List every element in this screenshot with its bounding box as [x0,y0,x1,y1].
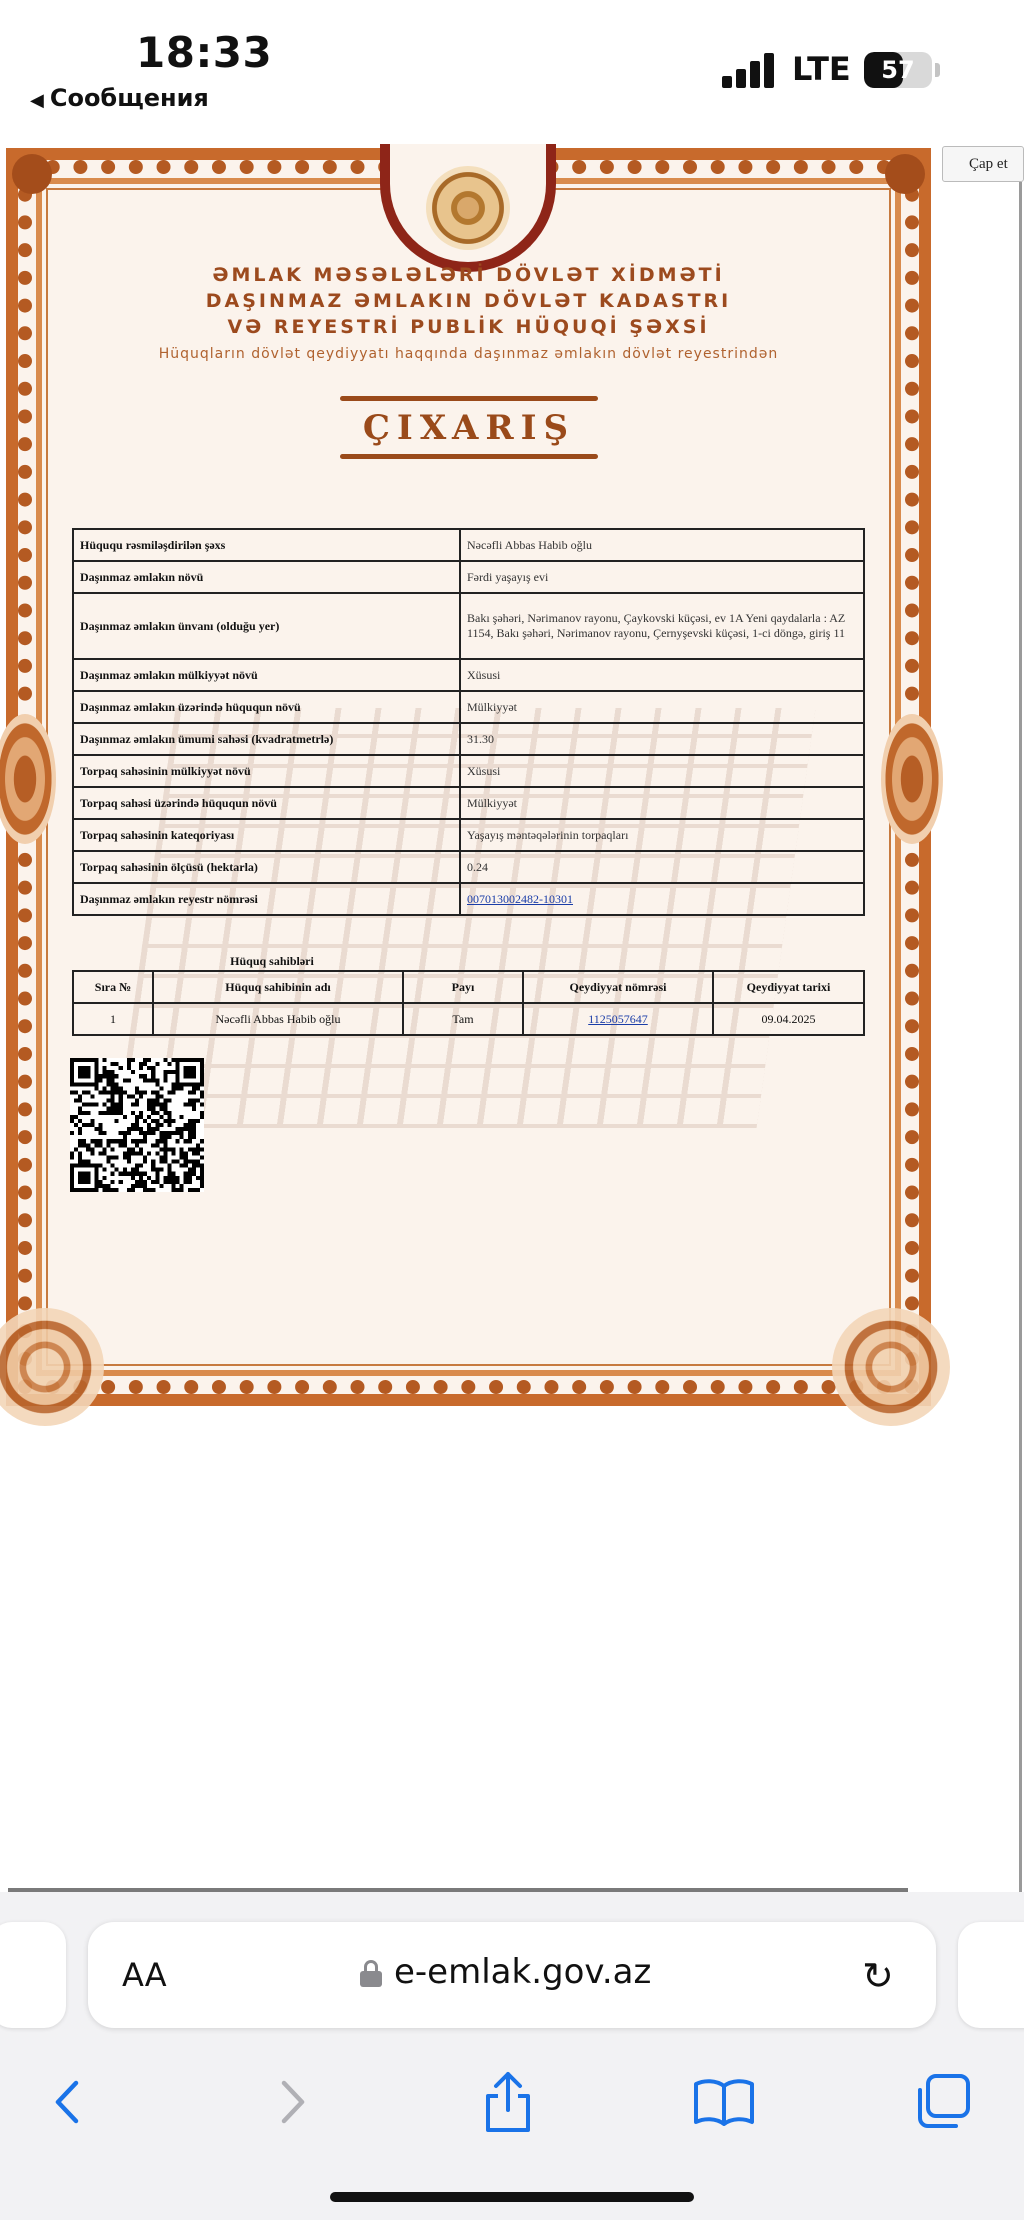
table-row [73,883,864,915]
title-rule-bottom [340,454,598,459]
address-bar[interactable] [88,1922,936,2028]
row-label: Daşınmaz əmlakın üzərində hüququn növü [73,691,460,723]
corner-ornament-icon [885,154,925,194]
print-button[interactable]: Çap et [942,146,1024,182]
back-app-label: Сообщения [49,84,209,112]
owner-number: 1 [73,1003,153,1035]
row-value: Yaşayış məntəqələrinin torpaqları [460,819,864,851]
table-row [73,691,864,723]
reload-icon[interactable]: ↻ [862,1954,894,1998]
column-header: Payı [403,971,523,1003]
table-row [73,755,864,787]
url-text[interactable]: e-emlak.gov.az [394,1952,652,1992]
certificate-subtitle: Hüquqların dövlət qeydiyyatı haqqında daşınmaz əmlakın dövlət reyestrindən [158,346,779,362]
text-size-button[interactable] [122,1956,167,1994]
table-row [73,529,864,561]
row-label: Daşınmaz əmlakın mülkiyyət növü [73,659,460,691]
navigation-row [0,2062,1024,2162]
owners-table [72,970,865,1036]
battery-percent: 57 [881,56,915,84]
title-rule-top [340,396,598,401]
row-value [460,883,864,915]
table-row [73,1003,864,1035]
document-title: ÇIXARIŞ [362,408,576,448]
registry-number-link[interactable]: 007013002482-10301 [467,891,573,906]
column-header: Qeydiyyat nömrəsi [523,971,713,1003]
row-label: Torpaq sahəsinin mülkiyyət növü [73,755,460,787]
owner-reg-number [523,1003,713,1035]
document-title-block [340,396,598,462]
share-icon[interactable] [468,2062,548,2142]
previous-tab-preview[interactable] [0,1922,66,2028]
network-type: LTE [792,50,851,88]
state-emblem-icon [426,166,510,250]
tabs-icon[interactable] [902,2062,982,2142]
column-header: Qeydiyyat tarixi [713,971,864,1003]
property-info-table [72,528,865,916]
corner-flourish-icon [832,1308,950,1426]
text-size-label: AA [122,1956,167,1994]
certificate [6,148,931,1406]
row-label: Torpaq sahəsinin kateqoriyası [73,819,460,851]
browser-toolbar [0,1892,1024,2220]
row-label: Daşınmaz əmlakın növü [73,561,460,593]
org-name-line1: ƏMLAK MƏSƏLƏLƏRİ DÖVLƏT XİDMƏTİ [212,264,725,286]
back-icon[interactable] [28,2062,108,2142]
row-value: Bakı şəhəri, Nərimanov rayonu, Çaykovski küçəsi, ev 1A Yeni qaydalarla : AZ 1154, Bakı şəhəri, Nərimanov rayonu, Çernyşevski küçəsi, 1-ci döngə, giriş 11 [460,593,864,659]
table-row [73,593,864,659]
row-value: Mülkiyyət [460,787,864,819]
row-value: Mülkiyyət [460,691,864,723]
web-content[interactable] [0,130,1024,1890]
table-row [73,561,864,593]
org-name-line3: VƏ REYESTRİ PUBLİK HÜQUQİ ŞƏXSİ [227,316,710,338]
side-ornament-icon [881,714,943,844]
row-value: 31.30 [460,723,864,755]
owners-title: Hüquq sahibləri [230,954,314,968]
scroll-indicator [1019,182,1022,1892]
row-value: 0.24 [460,851,864,883]
row-label: Hüququ rəsmiləşdirilən şəxs [73,529,460,561]
battery-icon [864,52,932,88]
row-value: Fərdi yaşayış evi [460,561,864,593]
corner-ornament-icon [12,154,52,194]
reg-number-link[interactable]: 1125057647 [588,1011,648,1026]
signal-icon [722,52,778,88]
table-row [73,787,864,819]
row-value: Xüsusi [460,659,864,691]
next-tab-preview[interactable] [958,1922,1024,2028]
status-time: 18:33 [136,28,273,77]
row-label: Daşınmaz əmlakın reyestr nömrəsi [73,883,460,915]
row-value: Nəcəfli Abbas Habib oğlu [460,529,864,561]
row-value: Xüsusi [460,755,864,787]
org-name-line2: DAŞINMAZ ƏMLAKIN DÖVLƏT KADASTRI [205,290,732,312]
table-row [73,659,864,691]
row-label: Torpaq sahəsinin ölçüsü (hektarla) [73,851,460,883]
lock-icon [360,1960,382,1986]
table-row [73,819,864,851]
table-row [73,723,864,755]
row-label: Torpaq sahəsi üzərində hüququn növü [73,787,460,819]
table-row [73,851,864,883]
owner-name: Nəcəfli Abbas Habib oğlu [153,1003,403,1035]
row-label: Daşınmaz əmlakın ünvanı (olduğu yer) [73,593,460,659]
column-header: Hüquq sahibinin adı [153,971,403,1003]
column-header: Sıra № [73,971,153,1003]
back-to-app-link[interactable] [30,84,209,112]
back-triangle-icon: ◀ [30,90,44,111]
owner-share: Tam [403,1003,523,1035]
table-header-row [73,971,864,1003]
battery-tip [935,63,940,77]
row-label: Daşınmaz əmlakın ümumi sahəsi (kvadratmetrlə) [73,723,460,755]
home-indicator [330,2192,694,2202]
qr-code [70,1058,204,1192]
status-bar [0,0,1024,130]
forward-icon[interactable] [252,2062,332,2142]
bookmarks-icon[interactable] [684,2062,764,2142]
owner-reg-date: 09.04.2025 [713,1003,864,1035]
